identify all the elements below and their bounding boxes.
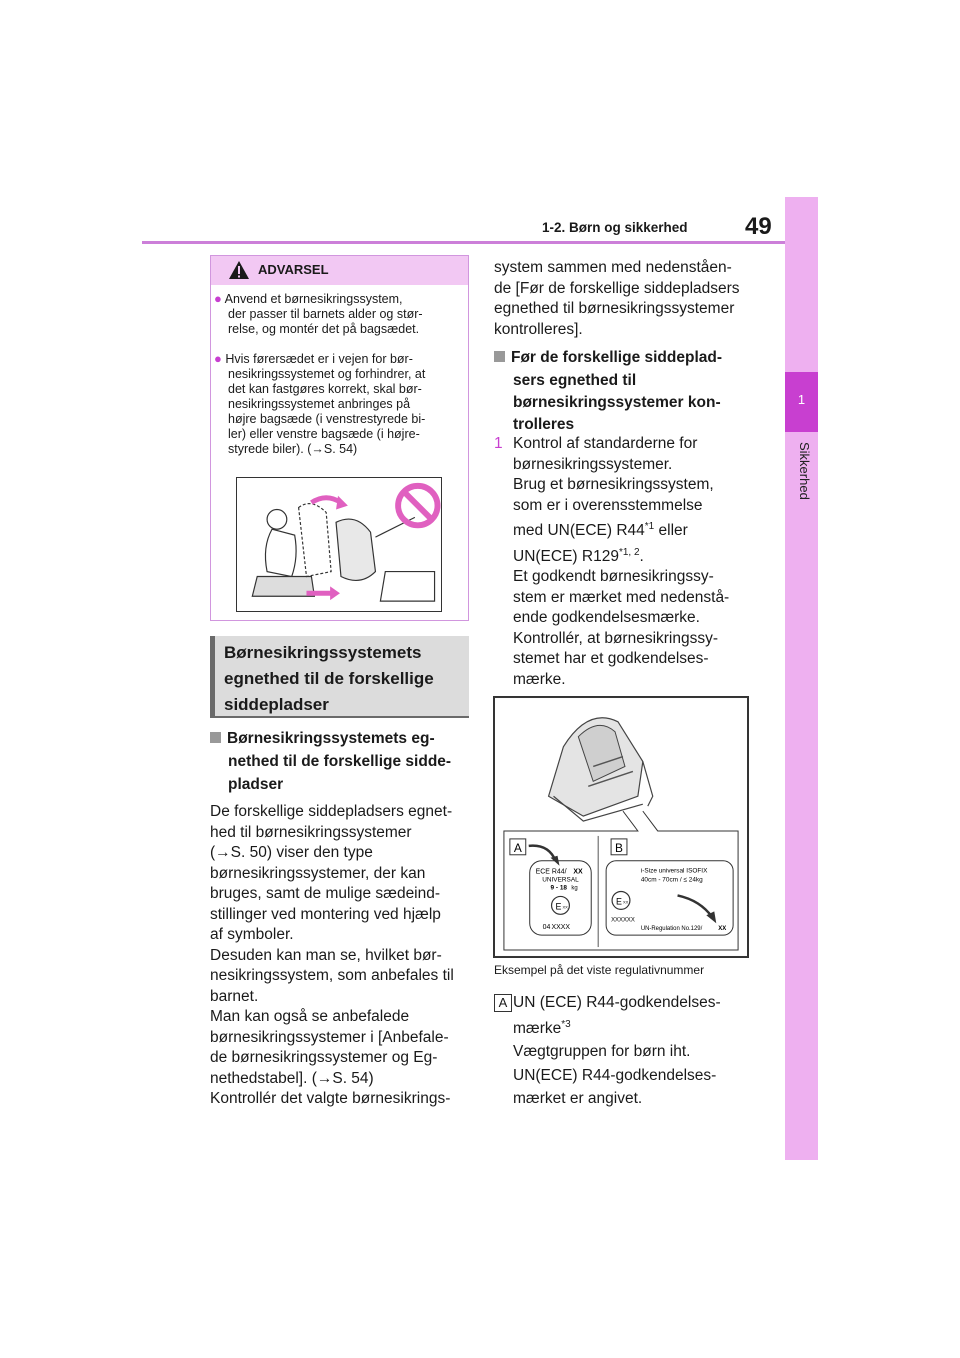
body-line: Brug et børnesikringssystem, <box>513 476 714 493</box>
body-line: Desuden kan man se, hvilket bør- <box>210 946 442 964</box>
body-line: ende godkendelsesmærke. <box>513 609 700 626</box>
section-heading-rule <box>210 716 469 718</box>
subheading-line: Børnesikringssystemets eg- <box>227 730 435 747</box>
warning-title: ADVARSEL <box>258 262 329 277</box>
label-b-text: E <box>616 896 622 907</box>
body-line: egnethed til børnesikringssystemer <box>494 300 735 317</box>
subheading-line: pladser <box>228 776 284 793</box>
header-rule <box>142 241 785 244</box>
body-line: børnesikringssystemer i [Anbefale- <box>210 1028 449 1046</box>
body-line: stemet har et godkendelses- <box>513 650 709 667</box>
subheading-line: trolleres <box>513 416 575 433</box>
square-bullet-icon <box>494 351 505 362</box>
label-a-text: 04 <box>542 924 551 932</box>
right-intro-text <box>494 258 754 340</box>
body-line: hed til børnesikringssystemer <box>210 823 412 841</box>
section-header: 1-2. Børn og sikkerhed <box>542 220 688 235</box>
footnote-ref: *1 <box>644 521 655 532</box>
approval-label-figure <box>493 696 749 958</box>
section-heading-line: siddepladser <box>224 695 329 714</box>
body-line: UN(ECE) R129 <box>513 547 619 565</box>
body-line: børnesikringssystemer. <box>513 455 673 473</box>
label-b-text: 40cm - 70cm / ≤ 24kg <box>640 876 703 884</box>
left-body-text <box>210 802 478 1110</box>
body-line: UN(ECE) R44-godkendelses- <box>513 1066 717 1084</box>
child-seat-warning-illustration <box>236 477 442 612</box>
body-line: som er i overensstemmelse <box>513 496 703 514</box>
body-line: nesikringssystem, som anbefales til <box>210 967 454 984</box>
label-a-xxxx: XXXX <box>551 924 571 932</box>
warning-item-line: Anvend et børnesikringssystem, <box>224 292 403 306</box>
body-line: mærket er angivet. <box>513 1090 643 1107</box>
item-label-a: A <box>494 994 512 1012</box>
warning-item-line: styrede biler). (→S. 54) <box>228 442 358 456</box>
side-tab <box>785 197 818 1160</box>
footnote-ref: *1, 2 <box>618 546 640 558</box>
body-line: kontrolleres]. <box>494 320 583 338</box>
subheading-line: Før de forskellige siddeplad- <box>511 349 723 366</box>
body-line: eller <box>654 522 688 539</box>
label-b-text: i-Size universal ISOFIX <box>640 867 708 875</box>
side-tab-number: 1 <box>797 392 806 407</box>
square-bullet-icon <box>210 732 221 743</box>
figure-label-a: A <box>513 840 522 855</box>
body-line: mærke. <box>513 670 566 688</box>
page-number: 49 <box>745 213 772 240</box>
item-a-text <box>513 993 758 1110</box>
figure-caption: Eksempel på det viste regulativnummer <box>494 963 705 977</box>
body-line: Kontrol af standarderne for <box>513 435 698 452</box>
body-line: Vægtgruppen for børn iht. <box>513 1043 691 1060</box>
warning-item <box>214 291 464 337</box>
body-line: med UN(ECE) R44 <box>513 522 645 539</box>
step-number: 1 <box>494 435 503 452</box>
body-line: UN (ECE) R44-godkendelses- <box>513 994 721 1011</box>
label-a-text: E <box>555 901 562 912</box>
warning-item-line: det kan fastgøres korrekt, skal bør- <box>228 382 422 396</box>
body-line: mærke <box>513 1019 562 1037</box>
body-line: nethedstabel]. (→S. 54) <box>210 1069 374 1087</box>
footnote-ref: *3 <box>561 1018 571 1030</box>
body-line: de børnesikringssystemer og Eg- <box>210 1049 438 1066</box>
side-tab-label: Sikkerhed <box>797 442 812 500</box>
step-text <box>513 434 758 690</box>
body-line: (→S. 50) viser den type <box>210 844 373 861</box>
body-line: Man kan også se anbefalede <box>210 1008 410 1025</box>
label-a-text: 9 - 18 <box>550 884 568 892</box>
warning-item-line: højre bagsæde (i venstrestyrede bi- <box>228 412 426 426</box>
warning-item-line: ler) eller venstre bagsæde (i højre- <box>228 427 420 441</box>
figure-label-b: B <box>615 840 623 855</box>
subheading <box>494 346 754 369</box>
label-a-text: kg <box>571 885 578 892</box>
body-line: bruges, samt de mulige sædeind- <box>210 885 441 902</box>
body-line: Et godkendt børnesikringssy- <box>513 568 714 585</box>
bullet-icon: ● <box>214 351 222 366</box>
body-line: Kontrollér, at børnesikringssy- <box>513 629 719 647</box>
body-line: børnesikringssystemer, der kan <box>210 864 426 882</box>
body-line: De forskellige siddepladsers egnet- <box>210 803 453 820</box>
warning-item-line: relse, og montér det på bagsædet. <box>228 322 420 336</box>
label-b-xx: XX <box>622 899 629 905</box>
body-line: stillinger ved montering ved hjælp <box>210 905 441 923</box>
section-heading-line: egnethed til de forskellige <box>224 669 434 688</box>
body-line: stem er mærket med nedenstå- <box>513 588 730 606</box>
subheading-line: nethed til de forskellige sidde- <box>228 753 452 770</box>
bullet-icon: ● <box>214 291 222 306</box>
warning-item-line: der passer til barnets alder og stør- <box>228 307 423 321</box>
label-b-xx: XX <box>718 926 727 933</box>
section-heading <box>224 640 464 718</box>
section-heading-line: Børnesikringssystemets <box>224 643 422 662</box>
body-line: Kontrollér det valgte børnesikrings- <box>210 1090 451 1107</box>
label-a-text: ECE R44/ <box>535 868 567 876</box>
label-a-xx: XX <box>573 868 583 876</box>
subheading-line: børnesikringssystemer kon- <box>513 394 721 411</box>
label-a-xx: XX <box>562 904 568 910</box>
label-b-text: UN-Regulation No.129/ <box>640 926 703 933</box>
label-a-text: UNIVERSAL <box>542 876 579 884</box>
label-b-text: XXXXXX <box>611 917 635 924</box>
warning-item-line: nesikringssystemet og forhindrer, at <box>228 367 426 381</box>
body-line: . <box>639 547 644 565</box>
body-line: barnet. <box>210 987 259 1005</box>
body-line: system sammen med nedenståen- <box>494 259 732 276</box>
warning-icon <box>228 260 250 280</box>
warning-item-line: nesikringssystemet anbringes på <box>228 397 411 411</box>
subheading-line: sers egnethed til <box>513 372 637 389</box>
body-line: de [Før de forskellige siddepladsers <box>494 279 740 297</box>
warning-item-line: Hvis førersædet er i vejen for bør- <box>225 352 413 366</box>
body-line: af symboler. <box>210 926 294 943</box>
subheading <box>210 727 472 750</box>
warning-item <box>214 351 464 457</box>
